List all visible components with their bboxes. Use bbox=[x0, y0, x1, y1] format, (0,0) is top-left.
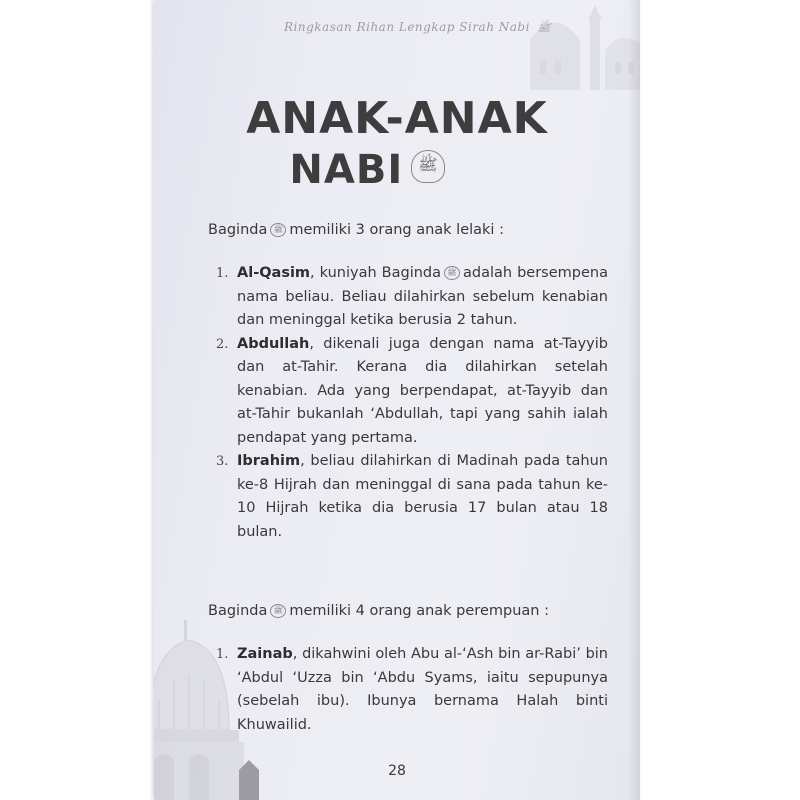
son-description: , beliau dilahirkan di Madinah pada tahun ke-8 Hijrah dan meninggal di sana pada tahun ke-10 Hijrah ketika dia berusia 17 bulan atau 18 bulan. bbox=[237, 453, 608, 540]
intro-daughters-after: memiliki 4 orang anak perempuan : bbox=[289, 603, 549, 619]
chapter-title-line-2 bbox=[154, 147, 610, 193]
list-number: 1. bbox=[216, 647, 229, 662]
son-description: adalah bersempena nama beliau. Beliau dilahirkan sebelum kenabian dan meninggal ketika berusia 2 tahun. bbox=[237, 265, 608, 328]
list-number: 3. bbox=[216, 454, 229, 469]
running-head bbox=[284, 20, 551, 37]
list-number: 1. bbox=[216, 266, 229, 281]
daughter-name: Zainab bbox=[237, 646, 293, 662]
saw-mark-icon: ﷺ bbox=[444, 266, 460, 280]
list-item bbox=[216, 643, 608, 737]
mosque-decoration-top bbox=[510, 0, 640, 90]
chapter-title-text: NABI bbox=[289, 147, 404, 193]
saw-mark-icon: ﷺ bbox=[270, 604, 286, 618]
list-item bbox=[216, 262, 608, 333]
saw-calligraphy-icon: ﷺ bbox=[411, 150, 444, 183]
chapter-title-line-1: ANAK-ANAK bbox=[246, 93, 548, 144]
sons-list bbox=[216, 262, 608, 544]
saw-mark-icon: ﷺ bbox=[270, 223, 286, 237]
saw-mark-icon: ﷺ bbox=[537, 21, 551, 34]
son-name: Abdullah bbox=[237, 335, 310, 352]
list-number: 2. bbox=[216, 336, 229, 352]
intro-sons-after: memiliki 3 orang anak lelaki : bbox=[289, 222, 504, 238]
running-head-text: Ringkasan Rihan Lengkap Sirah Nabi bbox=[284, 20, 530, 34]
list-item bbox=[216, 333, 608, 451]
book-page bbox=[154, 0, 640, 800]
daughters-list bbox=[216, 643, 608, 737]
intro-daughters-before: Baginda bbox=[208, 603, 268, 619]
list-item bbox=[216, 450, 608, 544]
intro-daughters bbox=[208, 600, 628, 624]
son-name: Al-Qasim bbox=[237, 265, 311, 281]
son-text-before-mark: , kuniyah Baginda bbox=[310, 265, 442, 281]
page-number: 28 bbox=[388, 763, 406, 779]
intro-sons-before: Baginda bbox=[208, 222, 268, 238]
daughter-description: , dikahwini oleh Abu al-‘Ash bin ar-Rabi’ bin ‘Abdul ‘Uzza bin ‘Abdu Syams, iaitu sepupunya (sebelah ibu). Ibunya bernama Halah binti Khuwailid. bbox=[237, 646, 608, 733]
son-description: , dikenali juga dengan nama at-Tayyib dan at-Tahir. Kerana dia dilahirkan setelah kenabian. Ada yang berpendapat, at-Tayyib dan at-Tahir bukanlah ‘Abdullah, tapi yang sahih ialah pendapat yang pertama. bbox=[237, 335, 608, 446]
intro-sons bbox=[208, 219, 628, 243]
son-name: Ibrahim bbox=[237, 453, 301, 469]
